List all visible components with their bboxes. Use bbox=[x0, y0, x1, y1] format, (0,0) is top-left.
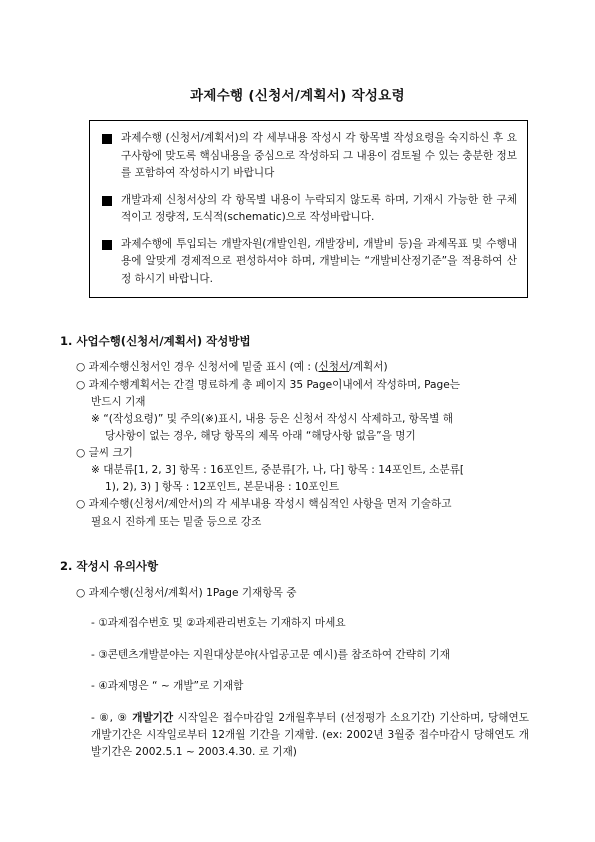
list-item: - ③콘텐츠개발분야는 지원대상분야(사업공고문 예시)를 참조하여 간략히 기재 bbox=[91, 649, 451, 661]
notice-item bbox=[102, 236, 517, 289]
line1-suffix: /계획서) bbox=[349, 361, 388, 373]
section1-line2b: 반드시 기재 bbox=[91, 396, 146, 408]
list-item-dev-period bbox=[91, 710, 529, 761]
section1-line1 bbox=[76, 359, 388, 375]
section1-line4b: 필요시 진하게 또는 밑줄 등으로 강조 bbox=[91, 516, 262, 528]
section1-heading: 1. 사업수행(신청서/계획서) 작성방법 bbox=[60, 334, 251, 348]
line1-prefix: ○ 과제수행신청서인 경우 신청서에 밑줄 표시 (예 : ( bbox=[76, 361, 319, 373]
notice-text: 개발과제 신청서상의 각 항목별 내용이 누락되지 않도록 하며, 기재시 가능한 한 구체적이고 정량적, 도식적(schematic)으로 작성바랍니다. bbox=[121, 193, 517, 223]
notice-item bbox=[102, 192, 517, 227]
dev-period-label: 개발기간 bbox=[132, 712, 174, 724]
notice-item bbox=[102, 130, 517, 183]
section2-intro: ○ 과제수행(신청서/계획서) 1Page 기재항목 중 bbox=[76, 587, 297, 599]
list-item: - ①과제접수번호 및 ②과제관리번호는 기재하지 마세요 bbox=[91, 617, 346, 629]
notice-text: 과제수행 (신청서/계획서)의 각 세부내용 작성시 각 항목별 작성요령을 숙지하신 후 요구사항에 맞도록 핵심내용을 중심으로 작성하되 그 내용이 검토될 수 있는 충분한 정보를 포함하여 작성하시기 바랍니다 bbox=[121, 132, 517, 179]
section1-note2b: 1), 2), 3) ] 항목 : 12포인트, 본문내용 : 10포인트 bbox=[105, 481, 340, 493]
section2-heading: 2. 작성시 유의사항 bbox=[60, 559, 159, 573]
dev-period-prefix: - ⑧, ⑨ bbox=[91, 712, 133, 724]
dev-period-text: 시작일은 접수마감일 2개월후부터 (선정평가 소요기간) 기산하며, 당해연도 개발기간은 시작일로부터 12개월 기간을 기재함. (ex: 2002년 3월중 접수마감시 당해연도 개발기간은 2002.5.1 ~ 2003.4.30. 로 기재) bbox=[91, 712, 529, 758]
section1-line2a: ○ 과제수행계획서는 간결 명료하게 총 페이지 35 Page이내에서 작성하며, Page는 bbox=[76, 379, 460, 391]
section1-note1a: ※ “(작성요령)” 및 주의(※)표시, 내용 등은 신청서 작성시 삭제하고, 항목별 해 bbox=[91, 413, 453, 425]
list-item: - ④과제명은 “ ~ 개발”로 기재함 bbox=[91, 680, 244, 692]
section1-line3: ○ 글씨 크기 bbox=[76, 447, 133, 459]
notice-text: 과제수행에 투입되는 개발자원(개발인원, 개발장비, 개발비 등)을 과제목표 및 수행내용에 알맞게 경제적으로 편성하셔야 하며, 개발비는 “개발비산정기준”을 적용하여 산정 하시기 바랍니다. bbox=[121, 237, 517, 285]
page-title: 과제수행 (신청서/계획서) 작성요령 bbox=[190, 88, 405, 104]
section1-note2a: ※ 대분류[1, 2, 3] 항목 : 16포인트, 중분류[가, 나, 다] 항목 : 14포인트, 소분류[ bbox=[91, 464, 464, 476]
square-bullet-icon bbox=[102, 134, 112, 144]
line1-underlined: 신청서 bbox=[318, 361, 350, 373]
notice-box bbox=[89, 120, 528, 298]
square-bullet-icon bbox=[102, 196, 112, 206]
square-bullet-icon bbox=[102, 240, 112, 250]
section1-line4a: ○ 과제수행(신청서/제안서)의 각 세부내용 작성시 핵심적인 사항을 먼저 기술하고 bbox=[76, 498, 452, 510]
section1-note1b: 당사항이 없는 경우, 해당 항목의 제목 아래 “해당사항 없음”을 명기 bbox=[105, 430, 416, 442]
